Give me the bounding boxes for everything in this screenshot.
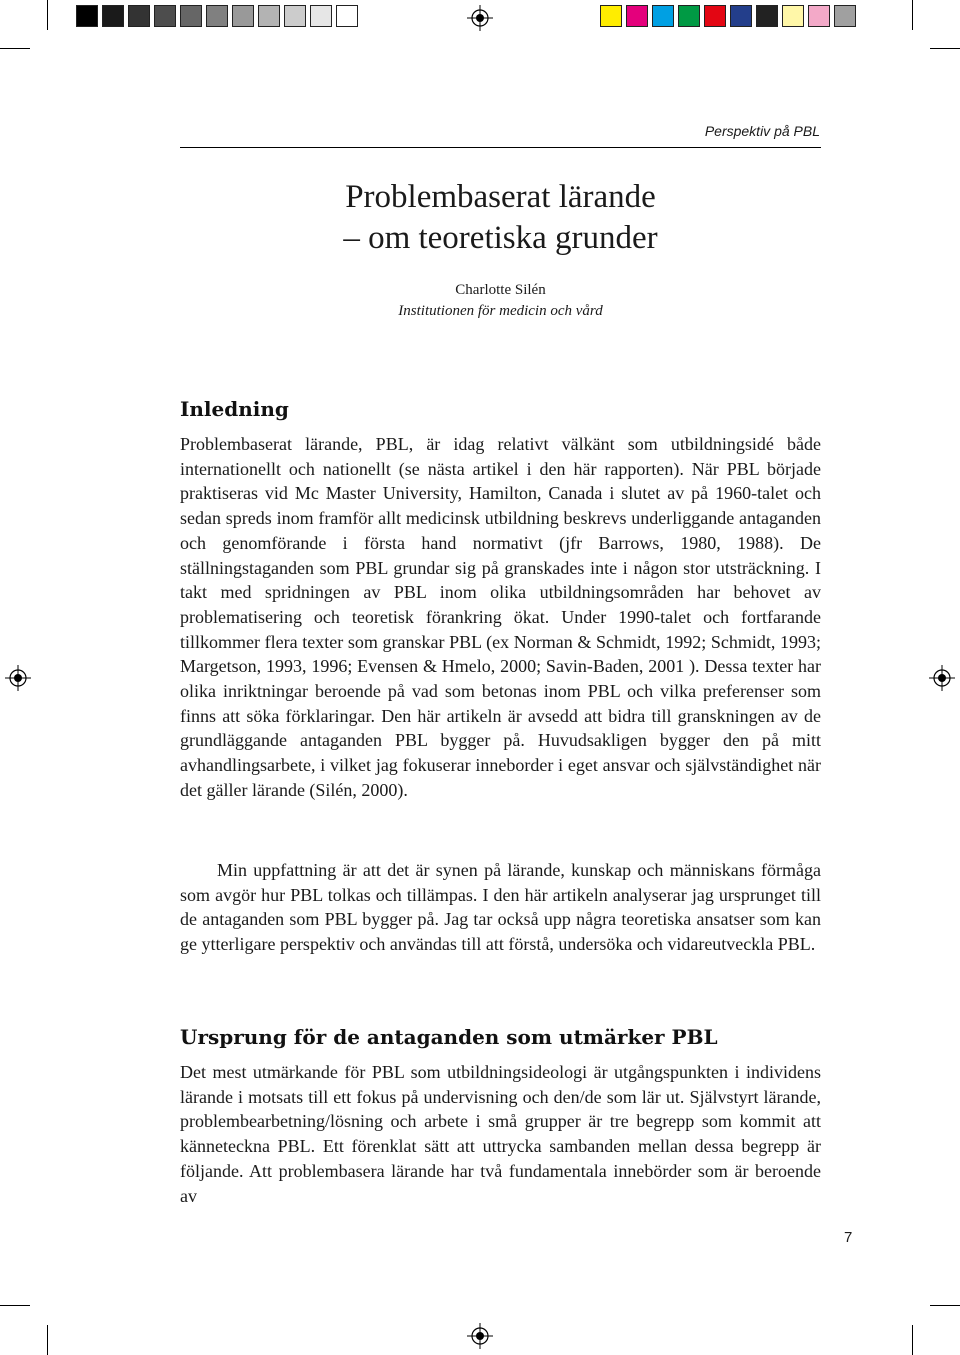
section-body (180, 432, 821, 803)
color-swatch (782, 5, 804, 27)
color-swatch (232, 5, 254, 27)
header-rule (180, 147, 821, 148)
crop-mark-bottom-left-vertical (47, 1325, 48, 1355)
page-number: 7 (844, 1229, 853, 1246)
color-swatch (600, 5, 622, 27)
crop-mark-top-right-vertical (912, 0, 913, 30)
title-line-2: – om teoretiska grunder (343, 220, 658, 256)
title-line-1: Problembaserat lärande (345, 179, 656, 215)
registration-mark-left (5, 665, 31, 691)
color-swatch (834, 5, 856, 27)
registration-mark-top (467, 5, 493, 31)
color-swatch (284, 5, 306, 27)
paragraph: Det mest utmärkande för PBL som utbildningsideologi är utgångspunkten i individens lärande i motsats till ett fokus på undervisning och den/de som lär ut. Självstyrt lärande, problembearbetning/lösning och arbete i små grupper är tre begrepp som kommit att känneteckna PBL. Ett förenklat sätt att uttrycka sambanden mellan dessa begrepp är följande. Att problembasera lärande har två fundamentala innebörder som är beroende av (180, 1062, 821, 1206)
crop-mark-bottom-right-vertical (912, 1325, 913, 1355)
color-swatch (102, 5, 124, 27)
crop-mark-top-right-horizontal (930, 48, 960, 49)
color-swatch (258, 5, 280, 27)
paragraph: Problembaserat lärande, PBL, är idag relativt välkänt som utbildningsidé både internationellt och nationellt (se nästa artikel i den här rapporten). När PBL började praktiseras vid Mc Master University, Hamilton, Canada i slutet av på 1960-talet och sedan spreds inom framför allt medicinsk utbildning beskrevs underliggande antaganden och genomförande i första hand normativt (jfr Barrows, 1980, 1988). De ställningstaganden som PBL grundar sig på granskades inte i någon stor utsträckning. I takt med spridningen av PBL inom olika utbildningsområden har behovet av problematisering och teoretisk förankring ökat. Under 1990-talet och fortfarande tillkommer flera texter som granskar PBL (ex Norman & Schmidt, 1992; Schmidt, 1993; Margetson, 1993, 1996; Evensen & Hmelo, 2000; Savin-Baden, 2001 ). Dessa texter har olika inriktningar beroende på vad som betonas inom PBL och vilka preferenser som finns att söka förklaringar. Den här artikeln är avsedd att bidra till granskningen av de grundläggande antaganden PBL bygger på. Huvudsakligen bygger den på mitt avhandlingsarbete, i vilket jag fokuserar inneborder i eget ansvar och självständighet när det gäller lärande (Silén, 2000). (180, 434, 821, 800)
color-swatch (180, 5, 202, 27)
crop-mark-top-left-horizontal (0, 48, 30, 49)
author-block (180, 280, 821, 322)
color-swatch (206, 5, 228, 27)
paragraph: Min uppfattning är att det är synen på lärande, kunskap och människans förmåga som avgör hur PBL tolkas och tillämpas. I den här artikeln analyserar jag ursprunget till de antaganden som PBL bygger på. Jag tar också upp några teoretiska ansatser som kan ge ytterligare perspektiv och användas till att förstå, undersöka och vidareutveckla PBL. (180, 860, 821, 955)
color-swatch (128, 5, 150, 27)
author-institution: Institutionen för medicin och vård (398, 303, 603, 319)
section-heading: Inledning (180, 397, 289, 421)
registration-mark-bottom (467, 1323, 493, 1349)
color-swatch (730, 5, 752, 27)
article-title (180, 177, 821, 259)
registration-mark-right (929, 665, 955, 691)
crop-mark-bottom-right-horizontal (930, 1305, 960, 1306)
section-heading: Ursprung för de antaganden som utmärker PBL (180, 1025, 718, 1049)
color-swatch (310, 5, 332, 27)
color-swatch (756, 5, 778, 27)
color-swatch (76, 5, 98, 27)
crop-mark-bottom-left-horizontal (0, 1305, 30, 1306)
color-swatch (678, 5, 700, 27)
color-swatch (704, 5, 726, 27)
crop-mark-top-left-vertical (47, 0, 48, 30)
color-swatch (626, 5, 648, 27)
section-body (180, 1060, 821, 1208)
color-swatch (336, 5, 358, 27)
color-swatch (154, 5, 176, 27)
running-head: Perspektiv på PBL (704, 123, 820, 139)
author-name: Charlotte Silén (455, 282, 546, 298)
color-swatch (652, 5, 674, 27)
section-body (180, 858, 821, 957)
color-swatch (808, 5, 830, 27)
